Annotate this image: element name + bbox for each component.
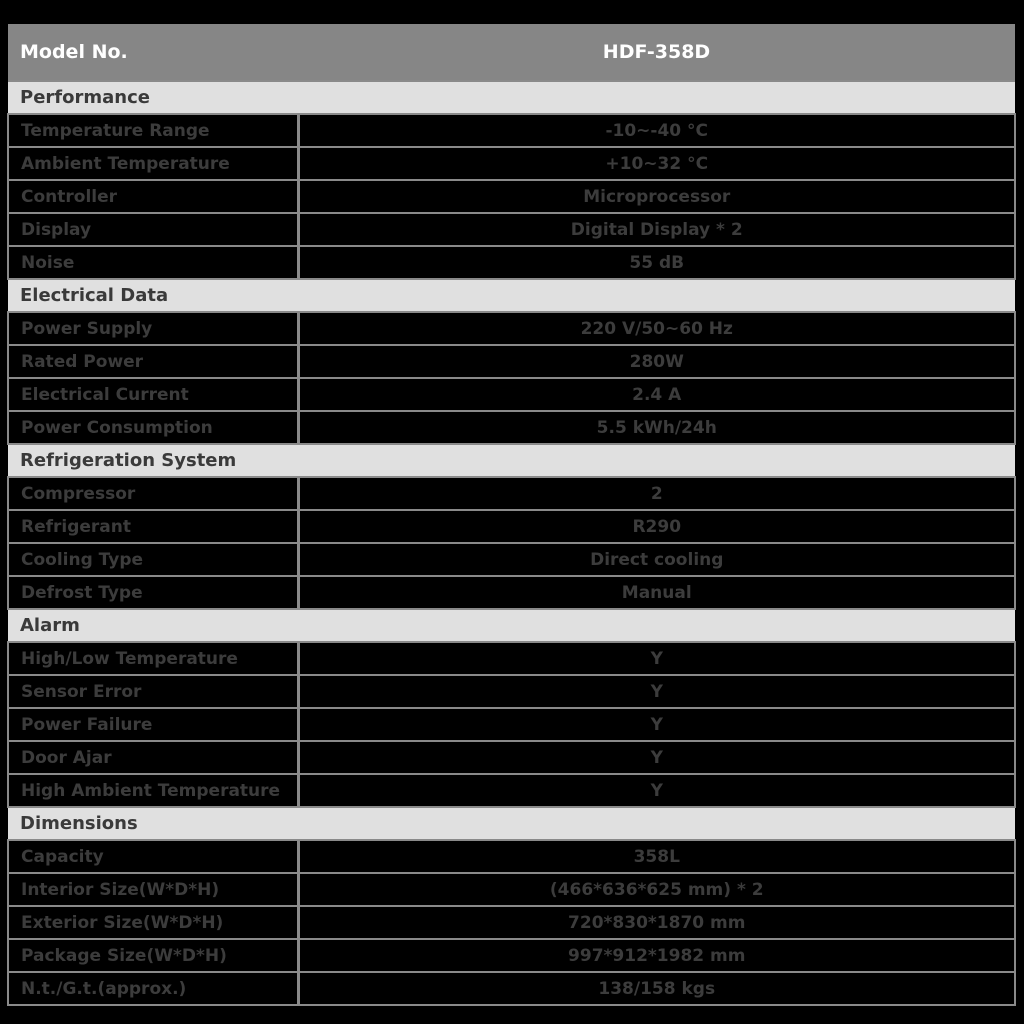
- spec-value: +10~32 °C: [298, 147, 1015, 180]
- spec-label: Refrigerant: [8, 510, 298, 543]
- section-title: Alarm: [8, 609, 1015, 642]
- section-title: Refrigeration System: [8, 444, 1015, 477]
- spec-row: [8, 873, 1015, 906]
- section-header: [8, 279, 1015, 312]
- spec-row: [8, 477, 1015, 510]
- spec-label: Power Consumption: [8, 411, 298, 444]
- spec-value: 997*912*1982 mm: [298, 939, 1015, 972]
- spec-row: [8, 180, 1015, 213]
- spec-label: Ambient Temperature: [8, 147, 298, 180]
- section-header: [8, 81, 1015, 114]
- spec-value: 220 V/50~60 Hz: [298, 312, 1015, 345]
- spec-value: Y: [298, 774, 1015, 807]
- spec-label: Compressor: [8, 477, 298, 510]
- spec-label: Capacity: [8, 840, 298, 873]
- spec-row: [8, 345, 1015, 378]
- spec-row: [8, 576, 1015, 609]
- section-header: [8, 609, 1015, 642]
- spec-row: [8, 312, 1015, 345]
- section-header: [8, 444, 1015, 477]
- spec-value: 358L: [298, 840, 1015, 873]
- spec-value: Y: [298, 642, 1015, 675]
- spec-row: [8, 378, 1015, 411]
- spec-label: Temperature Range: [8, 114, 298, 147]
- spec-table: [7, 24, 1016, 1006]
- spec-value: R290: [298, 510, 1015, 543]
- spec-value: (466*636*625 mm) * 2: [298, 873, 1015, 906]
- spec-row: [8, 741, 1015, 774]
- spec-row: [8, 840, 1015, 873]
- spec-row: [8, 510, 1015, 543]
- spec-label: Power Failure: [8, 708, 298, 741]
- spec-label: Package Size(W*D*H): [8, 939, 298, 972]
- model-header-row: [8, 24, 1015, 81]
- spec-label: Defrost Type: [8, 576, 298, 609]
- spec-label: Exterior Size(W*D*H): [8, 906, 298, 939]
- spec-value: 2: [298, 477, 1015, 510]
- spec-label: Electrical Current: [8, 378, 298, 411]
- spec-row: [8, 675, 1015, 708]
- spec-label: Display: [8, 213, 298, 246]
- spec-row: [8, 642, 1015, 675]
- section-header: [8, 807, 1015, 840]
- spec-label: High Ambient Temperature: [8, 774, 298, 807]
- spec-label: Interior Size(W*D*H): [8, 873, 298, 906]
- section-title: Dimensions: [8, 807, 1015, 840]
- spec-value: Y: [298, 708, 1015, 741]
- spec-value: 2.4 A: [298, 378, 1015, 411]
- spec-value: Microprocessor: [298, 180, 1015, 213]
- spec-row: [8, 939, 1015, 972]
- spec-value: Y: [298, 675, 1015, 708]
- spec-row: [8, 246, 1015, 279]
- spec-value: Direct cooling: [298, 543, 1015, 576]
- spec-label: N.t./G.t.(approx.): [8, 972, 298, 1005]
- spec-label: High/Low Temperature: [8, 642, 298, 675]
- spec-value: Digital Display * 2: [298, 213, 1015, 246]
- spec-label: Door Ajar: [8, 741, 298, 774]
- section-title: Electrical Data: [8, 279, 1015, 312]
- spec-value: 720*830*1870 mm: [298, 906, 1015, 939]
- spec-row: [8, 708, 1015, 741]
- spec-value: 138/158 kgs: [298, 972, 1015, 1005]
- spec-value: 280W: [298, 345, 1015, 378]
- spec-row: [8, 972, 1015, 1005]
- spec-row: [8, 411, 1015, 444]
- section-title: Performance: [8, 81, 1015, 114]
- spec-label: Power Supply: [8, 312, 298, 345]
- spec-value: 55 dB: [298, 246, 1015, 279]
- spec-label: Controller: [8, 180, 298, 213]
- spec-label: Sensor Error: [8, 675, 298, 708]
- spec-row: [8, 147, 1015, 180]
- model-label: Model No.: [8, 24, 298, 81]
- spec-row: [8, 114, 1015, 147]
- spec-row: [8, 774, 1015, 807]
- spec-value: 5.5 kWh/24h: [298, 411, 1015, 444]
- spec-label: Noise: [8, 246, 298, 279]
- spec-label: Cooling Type: [8, 543, 298, 576]
- spec-row: [8, 906, 1015, 939]
- model-value: HDF-358D: [298, 24, 1015, 81]
- spec-value: -10~-40 °C: [298, 114, 1015, 147]
- spec-value: Manual: [298, 576, 1015, 609]
- spec-row: [8, 213, 1015, 246]
- spec-label: Rated Power: [8, 345, 298, 378]
- spec-value: Y: [298, 741, 1015, 774]
- spec-row: [8, 543, 1015, 576]
